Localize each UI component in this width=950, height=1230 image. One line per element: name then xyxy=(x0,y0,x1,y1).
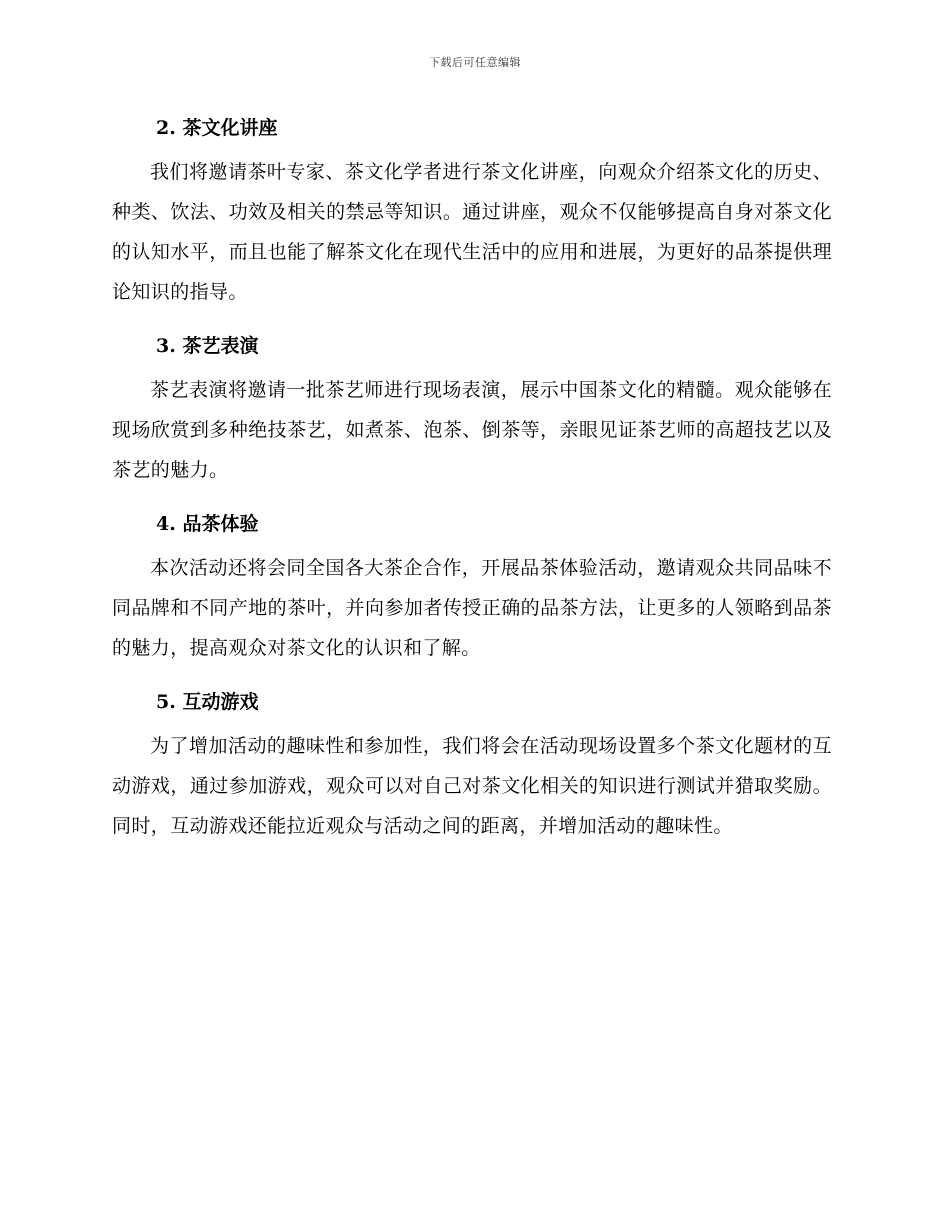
page-header: 下载后可任意编辑 xyxy=(429,56,521,69)
section-title: 4. 品茶体验 xyxy=(156,513,259,535)
section-interactive-games xyxy=(112,682,832,846)
section-title: 3. 茶艺表演 xyxy=(156,335,259,357)
section-title: 5. 互动游戏 xyxy=(156,691,259,713)
section-tea-tasting xyxy=(112,504,832,668)
section-paragraph: 茶艺表演将邀请一批茶艺师进行现场表演，展示中国茶文化的精髓。观众能够在现场欣赏到多种绝技茶艺，如煮茶、泡茶、倒茶等，亲眼见证茶艺师的高超技艺以及茶艺的魅力。 xyxy=(112,379,832,481)
section-paragraph: 为了增加活动的趣味性和参加性，我们将会在活动现场设置多个茶文化题材的互动游戏，通过参加游戏，观众可以对自己对茶文化相关的知识进行测试并猎取奖励。同时，互动游戏还能拉近观众与活动之间的距离，并增加活动的趣味性。 xyxy=(112,735,832,837)
section-paragraph: 我们将邀请茶叶专家、茶文化学者进行茶文化讲座，向观众介绍茶文化的历史、种类、饮法、功效及相关的禁忌等知识。通过讲座，观众不仅能够提高自身对茶文化的认知水平，而且也能了解茶文化在现代生活中的应用和进展，为更好的品茶提供理论知识的指导。 xyxy=(112,161,832,303)
section-title: 2. 茶文化讲座 xyxy=(156,117,278,139)
section-tea-performance xyxy=(112,326,832,490)
section-tea-lecture xyxy=(112,108,832,312)
section-paragraph: 本次活动还将会同全国各大茶企合作，开展品茶体验活动，邀请观众共同品味不同品牌和不同产地的茶叶，并向参加者传授正确的品茶方法，让更多的人领略到品茶的魅力，提高观众对茶文化的认识和了解。 xyxy=(112,557,832,659)
document-body xyxy=(112,108,832,860)
